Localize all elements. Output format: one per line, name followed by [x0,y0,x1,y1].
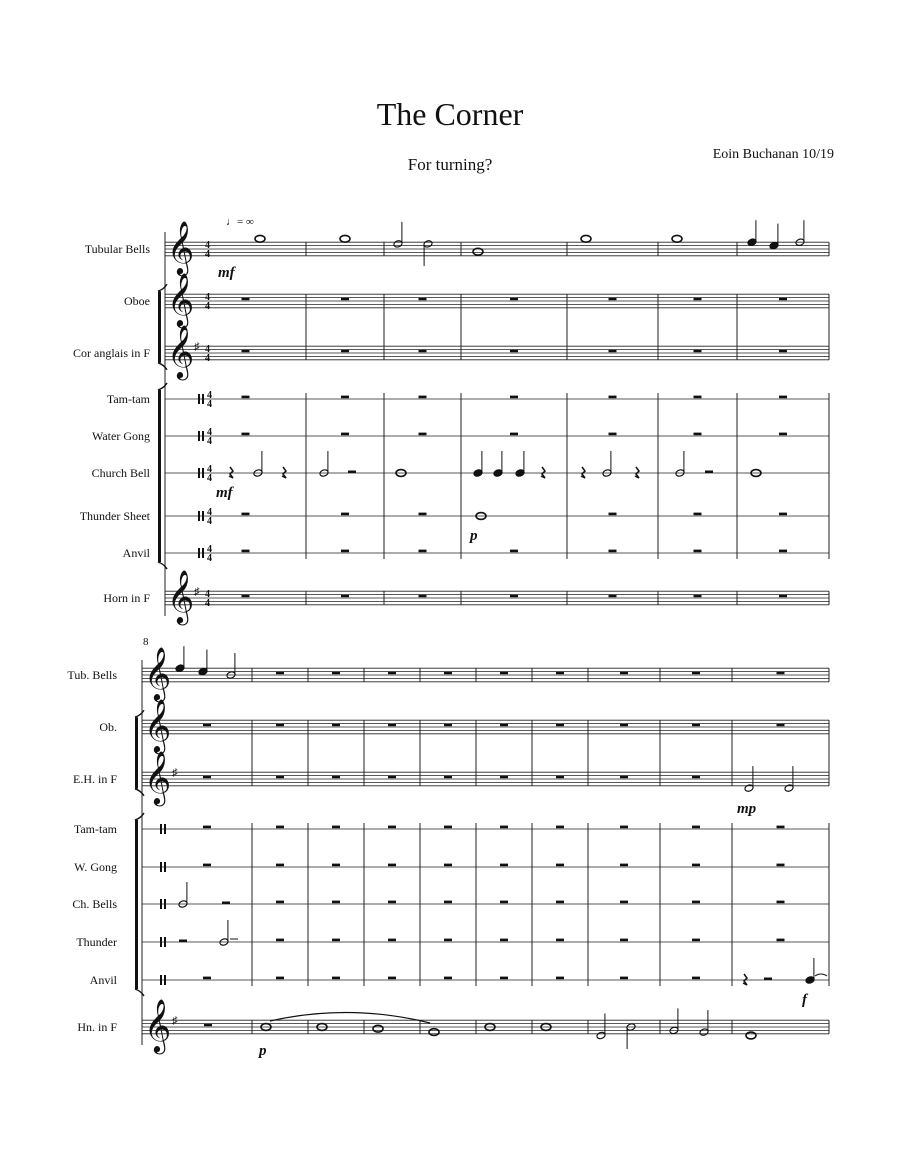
whole-rest [444,901,452,904]
whole-rest [332,864,340,867]
whole-note [672,235,682,242]
time-signature: 4 [205,589,210,600]
group-bracket [158,383,167,390]
slur [270,1012,430,1023]
time-signature: 4 [207,516,212,527]
whole-rest [332,724,340,727]
whole-rest [777,901,785,904]
whole-rest [609,350,617,353]
whole-rest [500,939,508,942]
dynamic-marking: f [802,992,807,1008]
measure-number: 8 [143,636,149,648]
whole-rest [779,513,787,516]
whole-rest [444,776,452,779]
whole-rest [692,776,700,779]
whole-rest [620,826,628,829]
whole-rest [500,864,508,867]
treble-clef-icon: 𝄞 [167,272,195,326]
whole-rest [692,724,700,727]
percussion-clef-icon [198,548,200,558]
quarter-rest [229,467,233,478]
whole-rest [341,513,349,516]
whole-rest [510,550,518,553]
key-signature-sharp: ♯ [194,586,200,598]
whole-rest [609,298,617,301]
whole-rest [609,595,617,598]
whole-rest [500,724,508,727]
tempo-marking: ♩= ∞ [226,216,254,228]
whole-rest [556,672,564,675]
time-signature: 4 [207,553,212,564]
whole-rest [242,298,250,301]
whole-rest [692,901,700,904]
whole-rest [341,550,349,553]
whole-rest [388,826,396,829]
whole-rest [341,396,349,399]
whole-rest [779,595,787,598]
percussion-clef-icon [160,937,162,947]
treble-clef-icon: 𝄞 [144,646,172,700]
percussion-clef-icon [164,824,166,834]
time-signature: 4 [207,464,212,475]
whole-rest [556,977,564,980]
whole-rest [694,350,702,353]
whole-rest [203,724,211,727]
time-signature: 4 [207,473,212,484]
whole-rest [609,550,617,553]
whole-rest [444,826,452,829]
whole-rest [777,826,785,829]
whole-rest [694,550,702,553]
whole-rest [419,433,427,436]
whole-rest [276,672,284,675]
percussion-clef-icon [202,431,204,441]
whole-rest [694,396,702,399]
instrument-label: Church Bell [91,466,150,480]
time-signature: 4 [205,301,210,312]
whole-rest [620,977,628,980]
whole-rest [500,901,508,904]
instrument-label: Anvil [122,546,150,560]
whole-rest [694,298,702,301]
whole-rest [203,826,211,829]
whole-rest [777,724,785,727]
instrument-label: Thunder [76,935,117,949]
whole-rest [388,724,396,727]
whole-rest [203,864,211,867]
whole-rest [444,977,452,980]
group-bracket [158,291,161,363]
time-signature: 4 [205,249,210,260]
whole-rest [332,826,340,829]
key-signature-sharp: ♯ [172,767,178,779]
whole-rest [777,939,785,942]
whole-rest [204,1024,212,1027]
instrument-label: Ob. [99,720,117,734]
treble-clef-icon: 𝄞 [167,324,195,378]
whole-rest [444,939,452,942]
percussion-clef-icon [160,862,162,872]
whole-rest [419,595,427,598]
group-bracket [135,989,144,996]
whole-rest [242,350,250,353]
percussion-clef-icon [198,468,200,478]
half-rest [222,902,230,905]
group-bracket [135,710,144,717]
whole-rest [444,672,452,675]
whole-rest [694,595,702,598]
percussion-clef-icon [202,394,204,404]
percussion-clef-icon [198,394,200,404]
whole-rest [388,901,396,904]
half-rest [764,978,772,981]
whole-rest [341,595,349,598]
group-bracket [158,390,161,562]
whole-rest [203,776,211,779]
percussion-clef-icon [202,548,204,558]
whole-rest [500,977,508,980]
instrument-label: Tam-tam [106,392,150,406]
score-subtitle: For turning? [407,155,493,174]
whole-rest [510,396,518,399]
whole-rest [777,672,785,675]
time-signature: 4 [207,436,212,447]
whole-rest [276,826,284,829]
whole-rest [388,672,396,675]
quarter-rest [635,467,639,478]
time-signature: 4 [205,598,210,609]
whole-rest [620,724,628,727]
time-signature: 4 [207,427,212,438]
time-signature: 4 [205,292,210,303]
time-signature: 4 [205,344,210,355]
percussion-clef-icon [160,824,162,834]
treble-clef-icon: 𝄞 [167,569,195,623]
instrument-label: Oboe [124,294,150,308]
key-signature-sharp: ♯ [194,341,200,353]
group-bracket [158,363,167,370]
whole-rest [620,901,628,904]
instrument-label: Hn. in F [77,1020,117,1034]
whole-rest [556,901,564,904]
group-bracket [158,562,167,569]
dynamic-marking: p [259,1043,267,1059]
whole-rest [444,724,452,727]
whole-rest [419,513,427,516]
whole-rest [341,298,349,301]
whole-rest [692,672,700,675]
key-signature-sharp: ♯ [172,1015,178,1027]
whole-rest [510,350,518,353]
percussion-clef-icon [164,899,166,909]
whole-rest [332,939,340,942]
whole-rest [779,396,787,399]
whole-rest [779,550,787,553]
treble-clef-icon: 𝄞 [144,698,172,752]
score-title: The Corner [376,96,524,132]
quarter-rest [282,467,286,478]
dynamic-marking: mp [737,801,757,817]
time-signature: 4 [207,507,212,518]
whole-rest [620,672,628,675]
group-bracket [135,789,144,796]
percussion-clef-icon [198,431,200,441]
quarter-rest [743,974,747,985]
half-rest [348,471,356,474]
treble-clef-icon: 𝄞 [167,220,195,274]
whole-rest [388,977,396,980]
tie-mark [815,974,827,976]
whole-rest [777,864,785,867]
whole-rest [692,864,700,867]
instrument-label: Tam-tam [73,822,117,836]
instrument-label: Water Gong [91,429,150,443]
whole-rest [510,595,518,598]
percussion-clef-icon [164,975,166,985]
whole-rest [609,513,617,516]
whole-rest [510,433,518,436]
instrument-label: Thunder Sheet [79,509,150,523]
whole-rest [242,550,250,553]
whole-rest [203,977,211,980]
percussion-clef-icon [164,937,166,947]
half-rest [705,471,713,474]
whole-rest [556,724,564,727]
whole-rest [388,776,396,779]
whole-rest [694,433,702,436]
instrument-label: Tubular Bells [84,242,150,256]
whole-rest [620,864,628,867]
composer-credit: Eoin Buchanan 10/19 [712,147,834,162]
whole-rest [276,939,284,942]
whole-rest [242,433,250,436]
percussion-clef-icon [160,899,162,909]
whole-rest [332,977,340,980]
dynamic-marking: p [470,528,478,544]
whole-rest [419,350,427,353]
instrument-label: Tub. Bells [67,668,117,682]
instrument-label: E.H. in F [72,772,117,786]
whole-rest [500,826,508,829]
whole-note [340,235,350,242]
quarter-rest [541,467,545,478]
whole-rest [500,672,508,675]
group-bracket [135,813,144,820]
whole-rest [779,433,787,436]
whole-rest [620,939,628,942]
whole-rest [332,776,340,779]
dynamic-marking: mf [216,485,233,501]
time-signature: 4 [205,353,210,364]
whole-rest [388,939,396,942]
percussion-clef-icon [202,468,204,478]
whole-rest [510,298,518,301]
whole-rest [332,672,340,675]
whole-rest [332,901,340,904]
percussion-clef-icon [160,975,162,985]
whole-rest [556,864,564,867]
whole-rest [692,977,700,980]
whole-rest [419,298,427,301]
whole-rest [242,396,250,399]
whole-rest [276,864,284,867]
whole-rest [388,864,396,867]
whole-rest [276,901,284,904]
group-bracket [135,820,138,989]
percussion-clef-icon [164,862,166,872]
whole-rest [692,939,700,942]
whole-rest [556,939,564,942]
whole-note [746,1032,756,1039]
whole-rest [444,864,452,867]
whole-rest [276,724,284,727]
whole-rest [419,550,427,553]
whole-rest [341,350,349,353]
instrument-label: Cor anglais in F [73,346,150,360]
time-signature: 4 [207,544,212,555]
quarter-rest [581,467,585,478]
whole-rest [779,350,787,353]
whole-rest [609,396,617,399]
dynamic-marking: mf [218,265,235,281]
whole-note [581,235,591,242]
instrument-label: Horn in F [103,591,150,605]
treble-clef-icon: 𝄞 [144,750,172,804]
percussion-clef-icon [202,511,204,521]
treble-clef-icon: 𝄞 [144,998,172,1052]
group-bracket [158,284,167,291]
whole-rest [500,776,508,779]
whole-rest [419,396,427,399]
whole-rest [242,595,250,598]
time-signature: 4 [205,240,210,251]
whole-rest [779,298,787,301]
whole-rest [276,776,284,779]
group-bracket [135,717,138,789]
whole-rest [609,433,617,436]
whole-note [255,235,265,242]
whole-rest [276,977,284,980]
instrument-label: Ch. Bells [72,897,117,911]
half-rest [179,940,187,943]
whole-note [373,1025,383,1032]
whole-rest [620,776,628,779]
whole-rest [556,776,564,779]
whole-note [429,1029,439,1036]
instrument-label: Anvil [89,973,117,987]
whole-rest [692,826,700,829]
whole-rest [556,826,564,829]
time-signature: 4 [207,390,212,401]
whole-rest [694,513,702,516]
instrument-label: W. Gong [74,860,117,874]
whole-rest [341,433,349,436]
whole-rest [242,513,250,516]
percussion-clef-icon [198,511,200,521]
time-signature: 4 [207,399,212,410]
